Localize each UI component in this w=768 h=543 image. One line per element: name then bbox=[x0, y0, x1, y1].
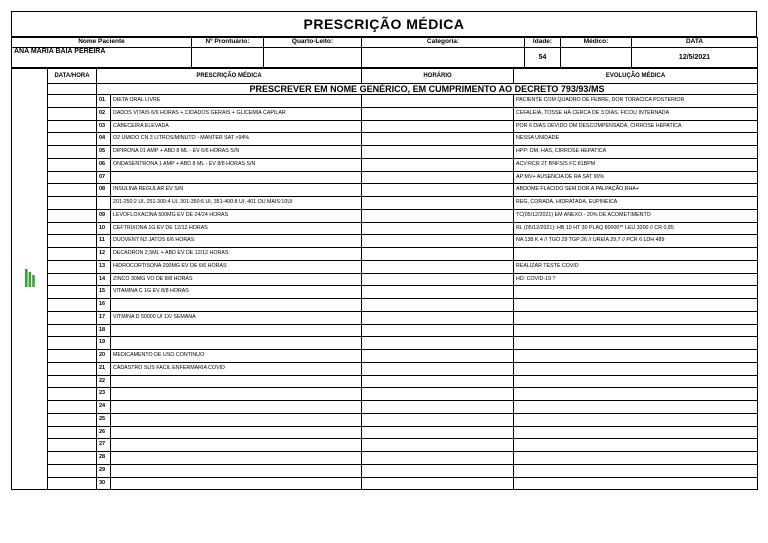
evolution-note bbox=[514, 401, 758, 414]
prescription-item: ZINCO 30MG VO DE 8/8 HORAS bbox=[111, 273, 362, 286]
schedule-cell bbox=[362, 222, 514, 235]
age-label: Idade: bbox=[525, 38, 561, 48]
category-value bbox=[362, 48, 525, 68]
table-row bbox=[12, 222, 758, 235]
schedule-cell bbox=[362, 413, 514, 426]
side-logo-cell bbox=[12, 69, 48, 490]
row-number: 23 bbox=[97, 388, 111, 401]
datetime-cell bbox=[48, 464, 97, 477]
table-row bbox=[12, 286, 758, 299]
row-number: 19 bbox=[97, 337, 111, 350]
datetime-cell bbox=[48, 299, 97, 312]
row-number: 26 bbox=[97, 426, 111, 439]
table-row bbox=[12, 350, 758, 363]
prescription-item bbox=[111, 477, 362, 490]
table-row bbox=[12, 311, 758, 324]
prescription-item: 201-250:2 UI, 251-300:4 UI, 301-350:6 UI, 351-400:8 UI, 401 OU MAIS:10UI bbox=[111, 197, 362, 210]
row-number: 08 bbox=[97, 184, 111, 197]
evolution-note bbox=[514, 248, 758, 261]
row-number: 17 bbox=[97, 311, 111, 324]
evolution-note bbox=[514, 413, 758, 426]
schedule-cell bbox=[362, 95, 514, 108]
prescription-item bbox=[111, 375, 362, 388]
datetime-cell bbox=[48, 362, 97, 375]
table-row bbox=[12, 477, 758, 490]
prescription-item bbox=[111, 337, 362, 350]
title-table bbox=[11, 11, 757, 37]
row-number: 03 bbox=[97, 120, 111, 133]
prescription-item bbox=[111, 426, 362, 439]
table-row bbox=[12, 184, 758, 197]
prescription-item: O2 UMIDO CN 3 LITROS/MINUTO - MANTER SAT >94% bbox=[111, 133, 362, 146]
row-number: 09 bbox=[97, 209, 111, 222]
patient-label: Nome Paciente bbox=[12, 38, 192, 48]
row-number: 01 bbox=[97, 95, 111, 108]
doctor-value bbox=[561, 48, 632, 68]
schedule-cell bbox=[362, 477, 514, 490]
row-number: 10 bbox=[97, 222, 111, 235]
evolution-note: RL (05/12/2021): HB 10 HT 30 PLAQ 80000** LEU 3200 // CR 0,85 bbox=[514, 222, 758, 235]
evolution-note: CEFALEIA, TOSSE HÁ CERCA DE 3 DIAS. FICOU INTERNADA bbox=[514, 107, 758, 120]
evolution-note bbox=[514, 350, 758, 363]
prescription-item: DIETA ORAL LIVRE bbox=[111, 95, 362, 108]
row-number: 25 bbox=[97, 413, 111, 426]
table-row bbox=[12, 209, 758, 222]
prescription-item: VITAMINA C 1G EV 8/8 HORAS bbox=[111, 286, 362, 299]
table-row bbox=[12, 248, 758, 261]
col-schedule: HORÁRIO bbox=[362, 69, 514, 84]
record-label: Nº Prontuário: bbox=[192, 38, 264, 48]
prescription-item: DADOS VITAIS 6/6 HORAS + CIDADOS GERAIS + GLICEMIA CAPILAR bbox=[111, 107, 362, 120]
row-number: 12 bbox=[97, 248, 111, 261]
col-evolution: EVOLUÇÃO MÉDICA bbox=[514, 69, 758, 84]
table-row bbox=[12, 464, 758, 477]
schedule-cell bbox=[362, 107, 514, 120]
evolution-note: NESSA UNIDADE bbox=[514, 133, 758, 146]
evolution-note bbox=[514, 337, 758, 350]
row-number: 11 bbox=[97, 235, 111, 248]
prescription-item bbox=[111, 171, 362, 184]
schedule-cell bbox=[362, 209, 514, 222]
evolution-note bbox=[514, 452, 758, 465]
datetime-cell bbox=[48, 197, 97, 210]
datetime-cell bbox=[48, 133, 97, 146]
table-row bbox=[12, 235, 758, 248]
datetime-cell bbox=[48, 401, 97, 414]
prescription-item: DUOVENT N2 JATOS 6/6 HORAS bbox=[111, 235, 362, 248]
datetime-cell bbox=[48, 350, 97, 363]
row-number bbox=[97, 197, 111, 210]
datetime-cell bbox=[48, 209, 97, 222]
schedule-cell bbox=[362, 235, 514, 248]
prescription-item: HIDROCORTISONA 200MG EV DE 6/6 HORAS bbox=[111, 260, 362, 273]
evolution-note bbox=[514, 286, 758, 299]
datetime-cell bbox=[48, 222, 97, 235]
datetime-cell bbox=[48, 413, 97, 426]
table-row bbox=[12, 413, 758, 426]
prescription-item: CABECEIRA ELEVADA bbox=[111, 120, 362, 133]
datetime-cell bbox=[48, 248, 97, 261]
banner-spacer bbox=[48, 84, 97, 95]
evolution-note: AP:MV+ AUSENCIA DE RA SAT 90% bbox=[514, 171, 758, 184]
evolution-note bbox=[514, 439, 758, 452]
prescription-item: MEDICAMENTO DE USO CONTINUO bbox=[111, 350, 362, 363]
datetime-cell bbox=[48, 95, 97, 108]
evolution-note bbox=[514, 477, 758, 490]
evolution-note bbox=[514, 426, 758, 439]
schedule-cell bbox=[362, 197, 514, 210]
row-number: 16 bbox=[97, 299, 111, 312]
evolution-note: REALIZAR TESTE COVID bbox=[514, 260, 758, 273]
evolution-note bbox=[514, 324, 758, 337]
schedule-cell bbox=[362, 324, 514, 337]
prescription-item: DECADRON 2,5ML + ABD EV DE 12/12 HORAS bbox=[111, 248, 362, 261]
datetime-cell bbox=[48, 260, 97, 273]
row-number: 15 bbox=[97, 286, 111, 299]
schedule-cell bbox=[362, 120, 514, 133]
schedule-cell bbox=[362, 286, 514, 299]
prescription-table bbox=[11, 68, 758, 490]
prescription-sheet bbox=[11, 11, 757, 490]
datetime-cell bbox=[48, 439, 97, 452]
category-label: Categoria: bbox=[362, 38, 525, 48]
row-number: 29 bbox=[97, 464, 111, 477]
schedule-cell bbox=[362, 362, 514, 375]
schedule-cell bbox=[362, 401, 514, 414]
table-row bbox=[12, 133, 758, 146]
table-row bbox=[12, 401, 758, 414]
row-number: 06 bbox=[97, 158, 111, 171]
col-prescription: PRESCRIÇÃO MÉDICA bbox=[97, 69, 362, 84]
evolution-note: NA 138 K 4 // TGO 29 TGP 26 // UREIA 29,7 // PCR 6 LDH 489 bbox=[514, 235, 758, 248]
schedule-cell bbox=[362, 184, 514, 197]
schedule-cell bbox=[362, 426, 514, 439]
evolution-note: ABDOME FLACIDO SEM DOR A PALPAÇÃO,RHA+ bbox=[514, 184, 758, 197]
datetime-cell bbox=[48, 337, 97, 350]
datetime-cell bbox=[48, 158, 97, 171]
table-row bbox=[12, 324, 758, 337]
table-row bbox=[12, 95, 758, 108]
room-value bbox=[264, 48, 362, 68]
evolution-note: ACV:RCR 2T BNFS/S FC:81BPM bbox=[514, 158, 758, 171]
row-number: 30 bbox=[97, 477, 111, 490]
schedule-cell bbox=[362, 452, 514, 465]
schedule-cell bbox=[362, 464, 514, 477]
col-datetime: DATA/HORA bbox=[48, 69, 97, 84]
evolution-note bbox=[514, 375, 758, 388]
table-row bbox=[12, 337, 758, 350]
table-row bbox=[12, 158, 758, 171]
row-number: 27 bbox=[97, 439, 111, 452]
row-number: 14 bbox=[97, 273, 111, 286]
schedule-cell bbox=[362, 388, 514, 401]
prescription-item bbox=[111, 452, 362, 465]
table-row bbox=[12, 452, 758, 465]
schedule-cell bbox=[362, 337, 514, 350]
datetime-cell bbox=[48, 426, 97, 439]
prescription-item bbox=[111, 324, 362, 337]
prescription-item: LEVOFLOXACINA 500MG EV DE 24/24 HORAS bbox=[111, 209, 362, 222]
schedule-cell bbox=[362, 350, 514, 363]
prescription-item bbox=[111, 299, 362, 312]
row-number: 07 bbox=[97, 171, 111, 184]
datetime-cell bbox=[48, 477, 97, 490]
table-row bbox=[12, 388, 758, 401]
row-number: 04 bbox=[97, 133, 111, 146]
age-value: 54 bbox=[525, 48, 561, 68]
row-number: 05 bbox=[97, 146, 111, 159]
table-row bbox=[12, 273, 758, 286]
datetime-cell bbox=[48, 452, 97, 465]
evolution-note: TC(05/12/2021) EM ANEXO - 20% DE ACOMETIMENTO bbox=[514, 209, 758, 222]
prescription-item bbox=[111, 464, 362, 477]
table-row bbox=[12, 375, 758, 388]
row-number: 18 bbox=[97, 324, 111, 337]
row-number: 24 bbox=[97, 401, 111, 414]
prescription-item: CEFTRIXONA 1G EV DE 12/12 HORAS bbox=[111, 222, 362, 235]
table-row bbox=[12, 260, 758, 273]
evolution-note bbox=[514, 388, 758, 401]
evolution-note: REG, CORADA, HIDRATADA, EUPINEICA bbox=[514, 197, 758, 210]
row-number: 28 bbox=[97, 452, 111, 465]
table-row bbox=[12, 171, 758, 184]
date-value: 12/5/2021 bbox=[632, 48, 758, 68]
evolution-note: POR 6 DIAS DEVIDO DM DESCOMPENSADA, CIRROSE HEPATICA bbox=[514, 120, 758, 133]
datetime-cell bbox=[48, 235, 97, 248]
datetime-cell bbox=[48, 286, 97, 299]
datetime-cell bbox=[48, 146, 97, 159]
patient-name: ANA MARIA BAIA PEREIRA bbox=[12, 48, 192, 68]
record-value bbox=[192, 48, 264, 68]
datetime-cell bbox=[48, 120, 97, 133]
room-label: Quarto-Leito: bbox=[264, 38, 362, 48]
datetime-cell bbox=[48, 184, 97, 197]
schedule-cell bbox=[362, 273, 514, 286]
evolution-note bbox=[514, 464, 758, 477]
date-label: DATA bbox=[632, 38, 758, 48]
prescription-item bbox=[111, 413, 362, 426]
schedule-cell bbox=[362, 299, 514, 312]
prescription-item: CADASTRO SUS FACIL ENFERMARIA COVID bbox=[111, 362, 362, 375]
row-number: 20 bbox=[97, 350, 111, 363]
table-row bbox=[12, 426, 758, 439]
row-number: 22 bbox=[97, 375, 111, 388]
prescription-item: DIPIRONA 01 AMP + ABD 8 ML - EV 6/6 HORAS S/N bbox=[111, 146, 362, 159]
datetime-cell bbox=[48, 324, 97, 337]
evolution-note: HPP: DM, HAS, CIRROSE HEPATICA bbox=[514, 146, 758, 159]
prescription-item bbox=[111, 439, 362, 452]
evolution-note bbox=[514, 362, 758, 375]
schedule-cell bbox=[362, 260, 514, 273]
prescription-item bbox=[111, 401, 362, 414]
datetime-cell bbox=[48, 388, 97, 401]
datetime-cell bbox=[48, 107, 97, 120]
table-row bbox=[12, 439, 758, 452]
table-row bbox=[12, 299, 758, 312]
table-row bbox=[12, 146, 758, 159]
row-number: 13 bbox=[97, 260, 111, 273]
prescription-item: VITMINA D 50000 UI 1X/ SEMANA bbox=[111, 311, 362, 324]
schedule-cell bbox=[362, 171, 514, 184]
evolution-note bbox=[514, 299, 758, 312]
prescription-item: INSULINA REGULAR EV S/N bbox=[111, 184, 362, 197]
schedule-cell bbox=[362, 311, 514, 324]
datetime-cell bbox=[48, 171, 97, 184]
datetime-cell bbox=[48, 311, 97, 324]
schedule-cell bbox=[362, 375, 514, 388]
evolution-note bbox=[514, 311, 758, 324]
evolution-note: HD: COVID-19 ? bbox=[514, 273, 758, 286]
row-number: 02 bbox=[97, 107, 111, 120]
schedule-cell bbox=[362, 248, 514, 261]
table-row bbox=[12, 362, 758, 375]
prescription-item: ONDASENTRONA 1 AMP + ABD 8 ML - EV 8/8 HORAS S/N bbox=[111, 158, 362, 171]
schedule-cell bbox=[362, 133, 514, 146]
datetime-cell bbox=[48, 273, 97, 286]
doctor-label: Médico: bbox=[561, 38, 632, 48]
schedule-cell bbox=[362, 146, 514, 159]
page-title: PRESCRIÇÃO MÉDICA bbox=[12, 12, 757, 37]
table-row bbox=[12, 107, 758, 120]
upa-logo-icon bbox=[25, 269, 35, 287]
table-row bbox=[12, 197, 758, 210]
datetime-cell bbox=[48, 375, 97, 388]
table-row bbox=[12, 120, 758, 133]
patient-header-table bbox=[11, 37, 758, 68]
schedule-cell bbox=[362, 439, 514, 452]
row-number: 21 bbox=[97, 362, 111, 375]
prescription-item bbox=[111, 388, 362, 401]
generic-name-banner: PRESCREVER EM NOME GENÉRICO, EM CUMPRIMENTO AO DECRETO 793/93/MS bbox=[97, 84, 758, 95]
schedule-cell bbox=[362, 158, 514, 171]
evolution-note: PACIENTE COM QUADRO DE FEBRE, DOR TORACICA POSTERIOR bbox=[514, 95, 758, 108]
